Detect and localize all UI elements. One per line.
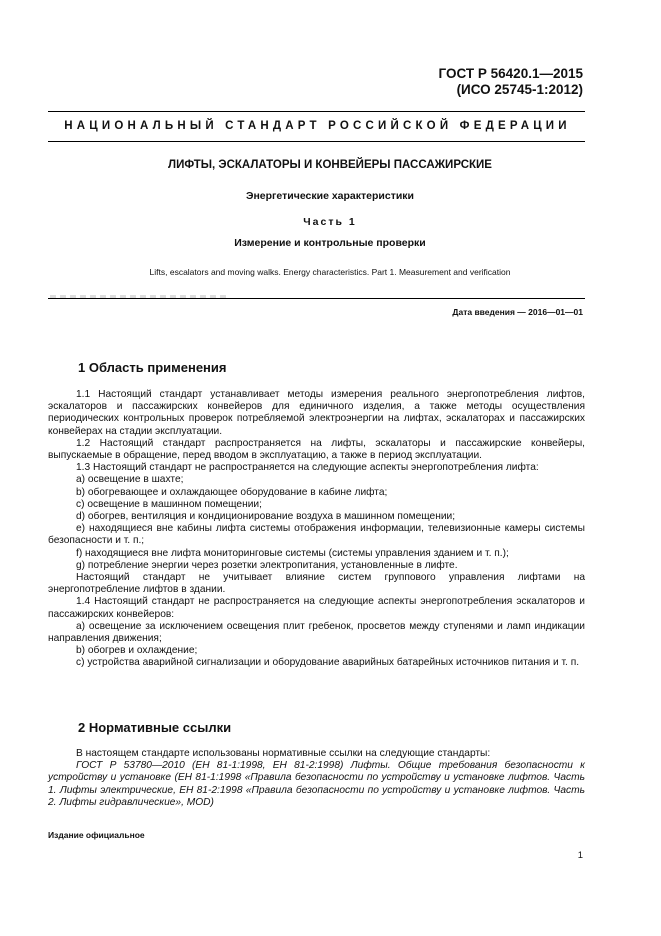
section-1-body	[48, 389, 585, 670]
list-item: d) обогрев, вентиляция и кондиционирование воздуха в машинном помещении;	[76, 511, 456, 523]
page-number: 1	[577, 850, 583, 861]
standard-designation	[439, 66, 583, 98]
standard-code: ГОСТ Р 56420.1—2015	[438, 66, 583, 81]
banner-rule	[48, 141, 585, 142]
normative-reference: ГОСТ Р 53780—2010 (ЕН 81-1:1998, ЕН 81-2:1998) Лифты. Общие требования безопасности к устройству и установке (ЕН 81-1:1998 «Правила безопасности по устройству и установке лифтов. Часть 1. Лифты электрические, ЕН 81-2:1998 «Правила безопасности по устройству и установке лифтов. Часть 2. Лифты гидравлические», MOD)	[48, 760, 585, 808]
iso-code: (ИСО 25745-1:2012)	[456, 82, 583, 97]
list-item: e) находящиеся вне кабины лифта системы отображения информации, телевизионные камеры системы безопасности и т. п.;	[48, 523, 585, 547]
effective-date: Дата введения — 2016—01—01	[452, 307, 583, 317]
national-standard-banner: НАЦИОНАЛЬНЫЙ СТАНДАРТ РОССИЙСКОЙ ФЕДЕРАЦИИ	[64, 120, 571, 132]
english-title: Lifts, escalators and moving walks. Energy characteristics. Part 1. Measurement and verification	[149, 267, 511, 277]
document-subtitle: Энергетические характеристики	[245, 190, 415, 202]
section-2-body	[48, 748, 585, 809]
paragraph: 1.2 Настоящий стандарт распространяется на лифты, эскалаторы и пассажирские конвейеры, выпускаемые в обращение, перед вводом в эксплуатацию, а также в период эксплуатации.	[48, 437, 585, 462]
paragraph: 1.3 Настоящий стандарт не распространяется на следующие аспекты энергопотребления лифта:	[76, 462, 539, 474]
part-title: Измерение и контрольные проверки	[234, 237, 426, 249]
paragraph: 1.4 Настоящий стандарт не распространяется на следующие аспекты энергопотребления эскалаторов и пассажирских конвейеров:	[48, 596, 585, 620]
list-item: c) освещение в машинном помещении;	[76, 498, 262, 510]
list-item: g) потребление энергии через розетки электропитания, установленные в лифте.	[76, 559, 458, 571]
document-title: ЛИФТЫ, ЭСКАЛАТОРЫ И КОНВЕЙЕРЫ ПАССАЖИРСКИЕ	[168, 159, 492, 171]
edition-note: Издание официальное	[48, 830, 145, 840]
list-item: a) освещение в шахте;	[76, 474, 184, 486]
list-item: a) освещение за исключением освещения плит гребенок, просветов между ступенями и ламп индикации направления движения;	[48, 620, 585, 645]
top-rule	[48, 111, 585, 112]
date-rule	[48, 298, 585, 299]
list-item: b) обогрев и охлаждение;	[76, 645, 198, 657]
paragraph: 1.1 Настоящий стандарт устанавливает методы измерения реального энергопотребления лифтов, эскалаторов и пассажирских конвейеров для единичного изделия, а также методы осуществления периодических контрольных проверок потребляемой электроэнергии на лифтах, эскалаторах и пассажирских конвейерах на стадии эксплуатации.	[48, 389, 585, 437]
paragraph: В настоящем стандарте использованы нормативные ссылки на следующие стандарты:	[76, 748, 491, 759]
part-label: Часть 1	[303, 216, 357, 228]
section-1-heading: 1 Область применения	[78, 360, 227, 375]
list-item: c) устройства аварийной сигнализации и оборудование аварийных батарейных источников питания и т. п.	[76, 657, 580, 669]
section-2-heading: 2 Нормативные ссылки	[78, 720, 232, 735]
list-item: f) находящиеся вне лифта мониторинговые системы (системы управления зданием и т. п.);	[76, 547, 509, 559]
paragraph: Настоящий стандарт не учитывает влияние систем группового управления лифтами на энергопотребление лифтов в здании.	[48, 572, 585, 596]
list-item: b) обогревающее и охлаждающее оборудование в кабине лифта;	[76, 486, 388, 498]
